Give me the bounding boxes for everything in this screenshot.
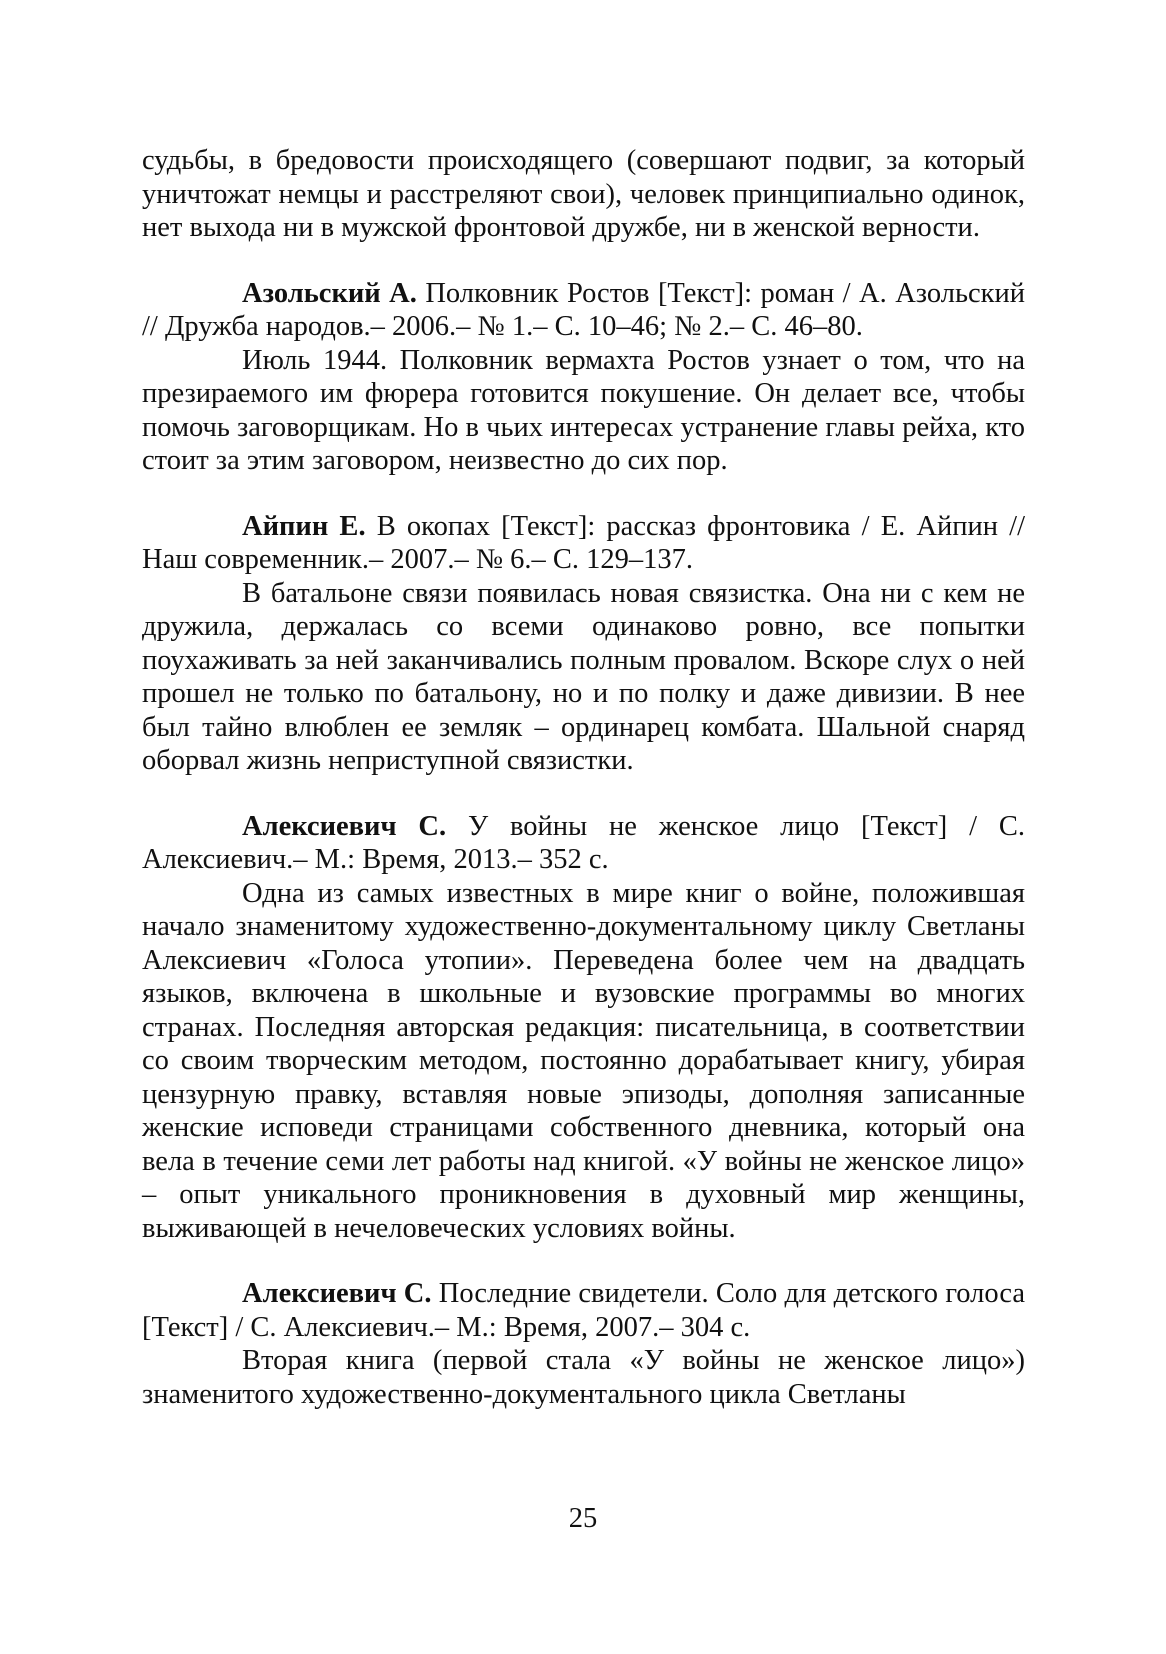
entry-citation-text: Последние свидетели. Соло для детского голоса [Текст] / С. Алексиевич.– М.: Время, 2007.– 304 с. [142, 1278, 1026, 1343]
entry-author: Айпин Е. [242, 510, 366, 542]
entry-citation-text: Полковник Ростов [Текст]: роман / А. Азольский // Дружба народов.– 2006.– № 1.– С. 10–46; № 2.– С. 46–80. [142, 277, 1025, 342]
entry-annotation: Одна из самых известных в мире книг о войне, положившая начало знаменитому художественно-документальному циклу Светланы Алексиевич «Голоса утопии». Переведена более чем на двадцать языков, включена в школьные и вузовские программы во многих странах. Последняя авторская редакция: писательница, в соответствии со своим творческим методом, постоянно дорабатывает книгу, убирая цензурную правку, вставляя новые эпизоды, дополняя записанные женские исповеди страницами собственного дневника, который она вела в течение семи лет работы над книгой. «У войны не женское лицо» – опыт уникального проникновения в духовный мир женщины, выживающей в нечеловеческих условиях войны. [142, 877, 1025, 1244]
entry-citation-text: У войны не женское лицо [Текст] / С. Алексиевич.– М.: Время, 2013.– 352 с. [142, 810, 1025, 875]
bibliography-entry [142, 1277, 1025, 1411]
entry-citation [142, 510, 1025, 577]
bibliography-entry [142, 510, 1025, 778]
entry-annotation: В батальоне связи появилась новая связистка. Она ни с кем не дружила, держалась со всеми одинаково ровно, все попытки поухаживать за ней заканчивались полным провалом. Вскоре слух о ней прошел не только по батальону, но и по полку и даже дивизии. В нее был тайно влюблен ее земляк – ординарец комбата. Шальной снаряд оборвал жизнь неприступной связистки. [142, 577, 1025, 776]
entry-author: Алексиевич С. [242, 810, 447, 842]
continued-paragraph: судьбы, в бредовости происходящего (совершают подвиг, за который уничтожат немцы и расстреляют свои), человек принципиально одинок, нет выхода ни в мужской фронтовой дружбе, ни в женской верности. [142, 145, 1025, 243]
entry-author: Алексиевич С. [242, 1278, 432, 1309]
entry-annotation: Вторая книга (первой стала «У войны не женское лицо») знаменитого художественно-документального цикла Светланы [142, 1345, 1025, 1410]
entry-annotation: Июль 1944. Полковник вермахта Ростов узнает о том, что на презираемого им фюрера готовится покушение. Он делает все, чтобы помочь заговорщикам. Но в чьих интересах устранение главы рейха, кто стоит за этим заговором, неизвестно до сих пор. [142, 344, 1025, 476]
bibliography-entry [142, 277, 1025, 478]
entry-citation [142, 810, 1025, 877]
page-body [142, 144, 1025, 1411]
entry-citation [142, 277, 1025, 344]
bibliography-entry [142, 810, 1025, 1246]
entry-citation [142, 1277, 1025, 1344]
page-number: 25 [568, 1503, 598, 1534]
entry-citation-text: В окопах [Текст]: рассказ фронтовика / Е. Айпин // Наш современник.– 2007.– № 6.– С. 129–137. [142, 510, 1025, 575]
entry-author: Азольский А. [242, 277, 417, 309]
